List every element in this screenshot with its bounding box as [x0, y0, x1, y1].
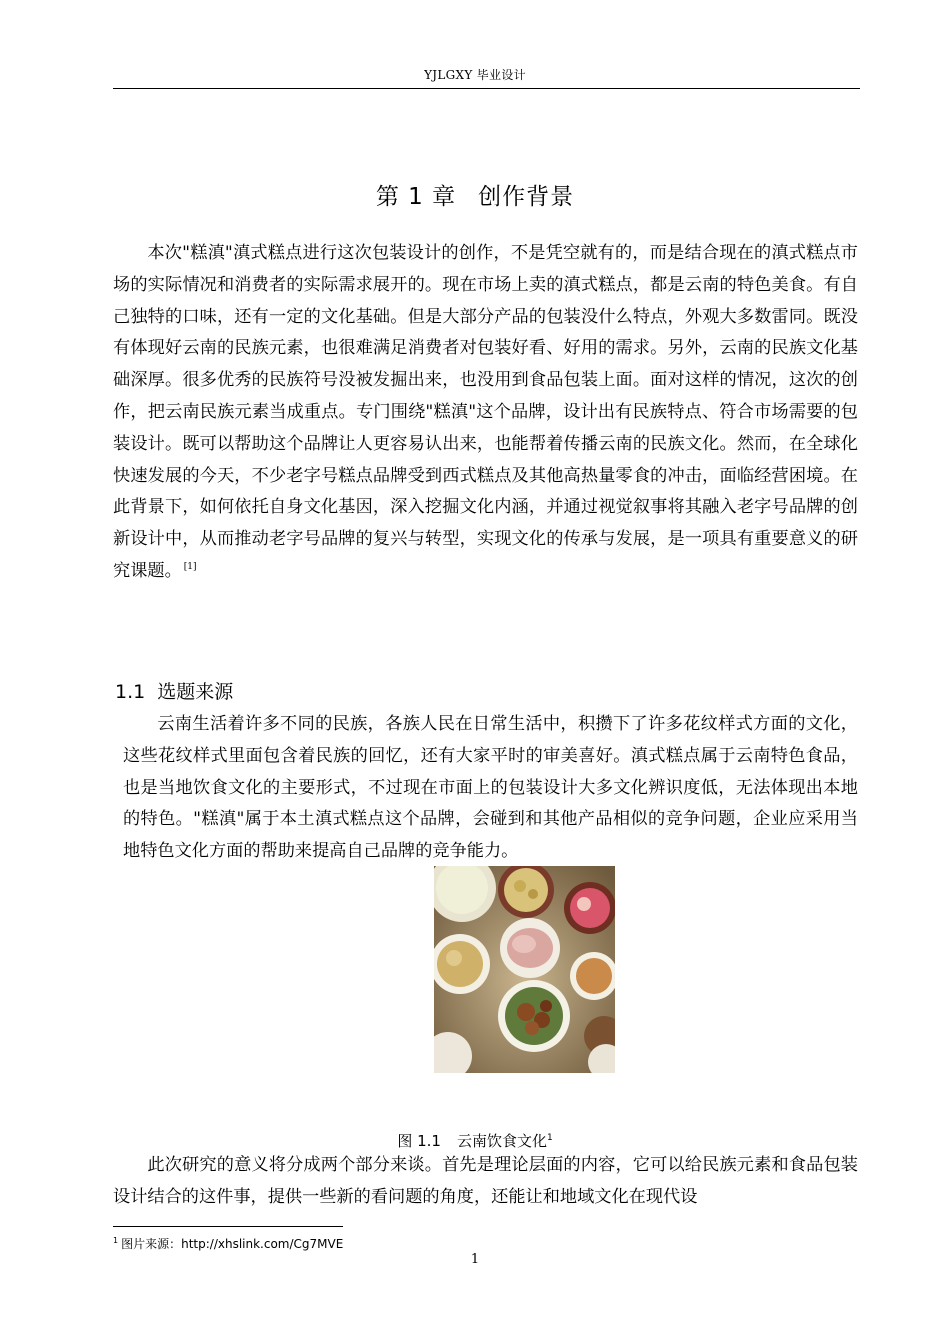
section-title: 选题来源 [157, 681, 234, 703]
figure-caption-text: 云南饮食文化 [456, 1132, 547, 1150]
footnote-marker: 1 [113, 1236, 119, 1245]
footnote-text: 图片来源：http://xhslink.com/Cg7MVE [121, 1237, 344, 1251]
figure-label: 图 1.1 [397, 1132, 441, 1150]
body-paragraph-1 [113, 238, 858, 588]
section-number: 1.1 [115, 681, 146, 703]
body-paragraph-2: 云南生活着许多不同的民族，各族人民在日常生活中，积攒下了许多花纹样式方面的文化，这些花纹样式里面包含着民族的回忆，还有大家平时的审美喜好。滇式糕点属于云南特色食品，也是当地饮食文化的主要形式，不过现在市面上的包装设计大多文化辨识度低，无法体现出本地的特色。"糕滇"属于本土滇式糕点这个品牌，会碰到和其他产品相似的竞争问题，企业应采用当地特色文化方面的帮助来提高自己品牌的竞争能力。 [123, 714, 858, 862]
food-photo-icon [434, 866, 615, 1073]
chapter-number: 第 1 章 [375, 184, 457, 210]
body-paragraph-3: 此次研究的意义将分成两个部分来谈。首先是理论层面的内容，它可以给民族元素和食品包装设计结合的这件事，提供一些新的看问题的角度，还能让和地域文化在现代设 [113, 1155, 858, 1207]
footnote-divider [113, 1226, 343, 1227]
page-number: 1 [470, 1252, 480, 1267]
footnote [113, 1235, 343, 1252]
header-divider [113, 88, 860, 89]
chapter-name: 创作背景 [478, 184, 575, 210]
figure-caption [0, 1130, 950, 1151]
footnote-ref: 1 [546, 1133, 553, 1143]
paragraph-text: 本次"糕滇"滇式糕点进行这次包装设计的创作，不是凭空就有的，而是结合现在的滇式糕点市场的实际情况和消费者的实际需求展开的。现在市场上卖的滇式糕点，都是云南的特色美食。有自己独特的口味，还有一定的文化基础。但是大部分产品的包装没什么特点，外观大多数雷同。既没有体现好云南的民族元素，也很难满足消费者对包装好看、好用的需求。另外，云南的民族文化基础深厚。很多优秀的民族符号没被发掘出来，也没用到食品包装上面。面对这样的情况，这次的创作，把云南民族元素当成重点。专门围绕"糕滇"这个品牌，设计出有民族特点、符合市场需要的包装设计。既可以帮助这个品牌让人更容易认出来，也能帮着传播云南的民族文化。然而，在全球化快速发展的今天，不少老字号糕点品牌受到西式糕点及其他高热量零食的冲击，面临经营困境。在此背景下，如何依托自身文化基因，深入挖掘文化内涵，并通过视觉叙事将其融入老字号品牌的创新设计中，从而推动老字号品牌的复兴与转型，实现文化的传承与发展，是一项具有重要意义的研究课题。 [113, 243, 858, 581]
citation-ref: [1] [183, 562, 197, 573]
running-header: YJLGXY 毕业设计 [424, 68, 526, 82]
chapter-title [0, 178, 950, 211]
section-heading [115, 677, 233, 704]
food-photo [434, 866, 615, 1073]
